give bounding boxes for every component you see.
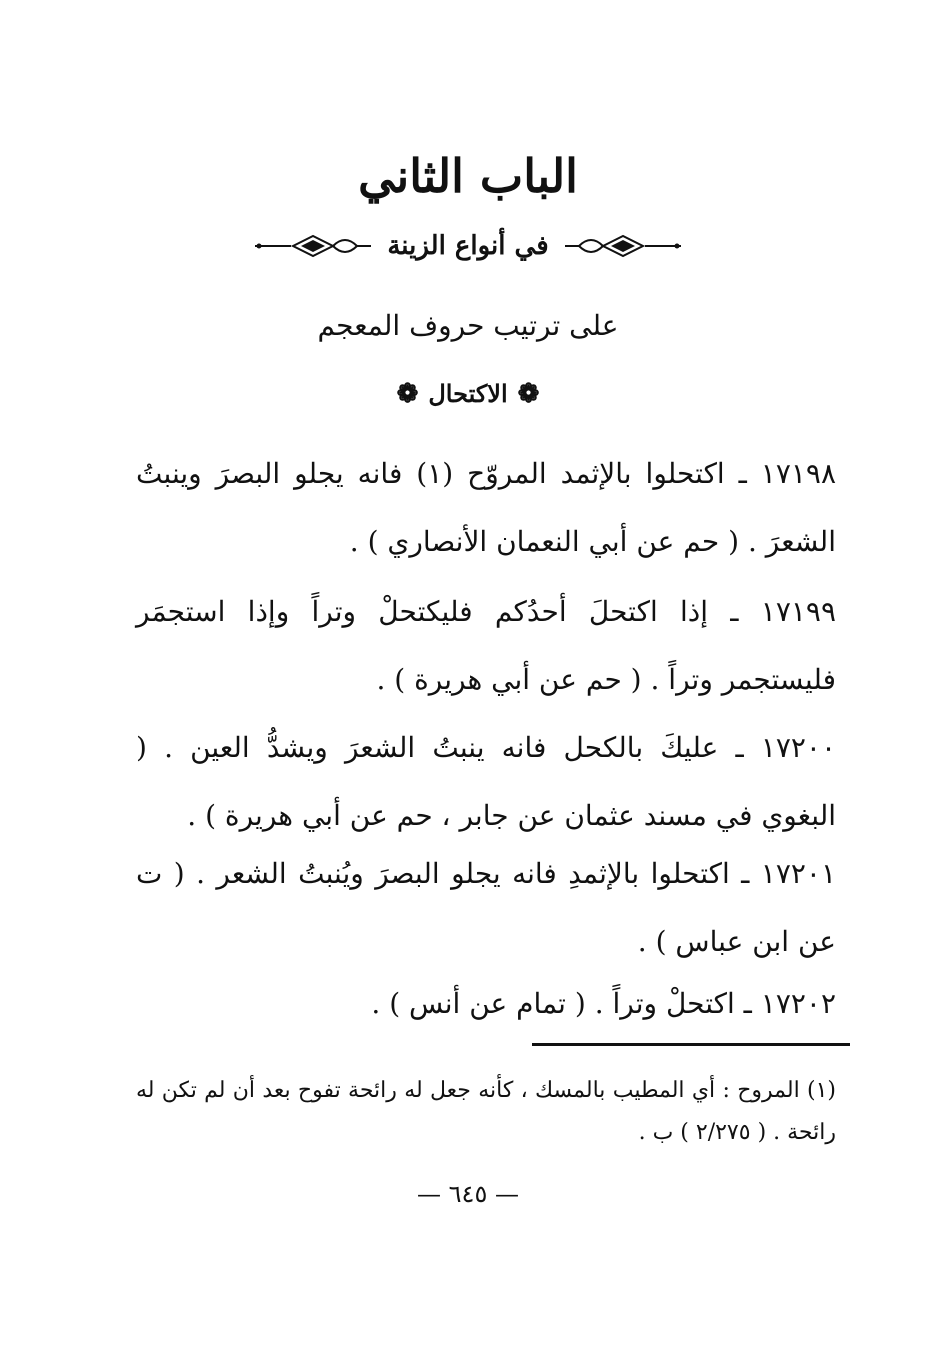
ordering-note: على ترتيب حروف المعجم [317,309,619,342]
hadith-text: اكتحلوا بالإثمدِ فانه يجلو البصرَ ويُنبتُ الشعر . ( ت عن ابن عباس ) . [136,857,836,958]
flourish-right-icon: ❁ [517,379,540,409]
hadith-number: ١٧٢٠٢ [760,987,836,1020]
hadith-text: اكتحلْ وتراً . ( تمام عن أنس ) . [371,987,735,1020]
page-number: — ٦٤٥ — [417,1180,519,1208]
ornament-left-icon [253,231,373,261]
flourish-left-icon: ❁ [396,379,419,409]
hadith-entry [136,578,836,714]
hadith-separator: ـ [708,595,761,628]
hadith-entry [136,970,836,1038]
hadith-separator: ـ [724,457,761,490]
hadith-text: اكتحلوا بالإثمد المروّح (١) فانه يجلو البصرَ وينبتُ الشعرَ . ( حم عن أبي النعمان الأنصاري ) . [136,457,836,558]
section-heading: الاكتحال [428,379,508,408]
hadith-separator: ـ [729,857,761,890]
hadith-text: إذا اكتحلَ أحدُكم فليكتحلْ وتراً وإذا استجمَر فليستجمر وتراً . ( حم عن أبي هريرة ) . [136,595,836,696]
hadith-entry [136,440,836,576]
hadith-number: ١٧٢٠١ [760,857,836,890]
ornament-right-icon [563,231,683,261]
hadith-entry [136,840,836,976]
chapter-subtitle: في أنواع الزينة [387,231,549,261]
hadith-separator: ـ [734,987,761,1020]
subtitle-row [0,226,936,266]
footnote: (١) المروح : أي المطيب بالمسك ، كأنه جعل له رائحة تفوح بعد أن لم تكن له رائحة . ( ٢/٢٧٥ ) ب . [136,1078,836,1145]
hadith-entry [136,714,836,850]
footnote-divider [532,1043,850,1046]
hadith-separator: ـ [718,731,761,764]
hadith-number: ١٧٢٠٠ [760,731,837,764]
hadith-number: ١٧١٩٨ [760,457,836,490]
hadith-number: ١٧١٩٩ [760,595,836,628]
section-heading-row [0,372,936,416]
chapter-title: الباب الثاني [358,149,578,203]
hadith-text: عليكَ بالكحل فانه ينبتُ الشعرَ ويشدُّ العين . ( البغوي في مسند عثمان عن جابر ، حم عن أبي هريرة ) . [136,731,836,832]
